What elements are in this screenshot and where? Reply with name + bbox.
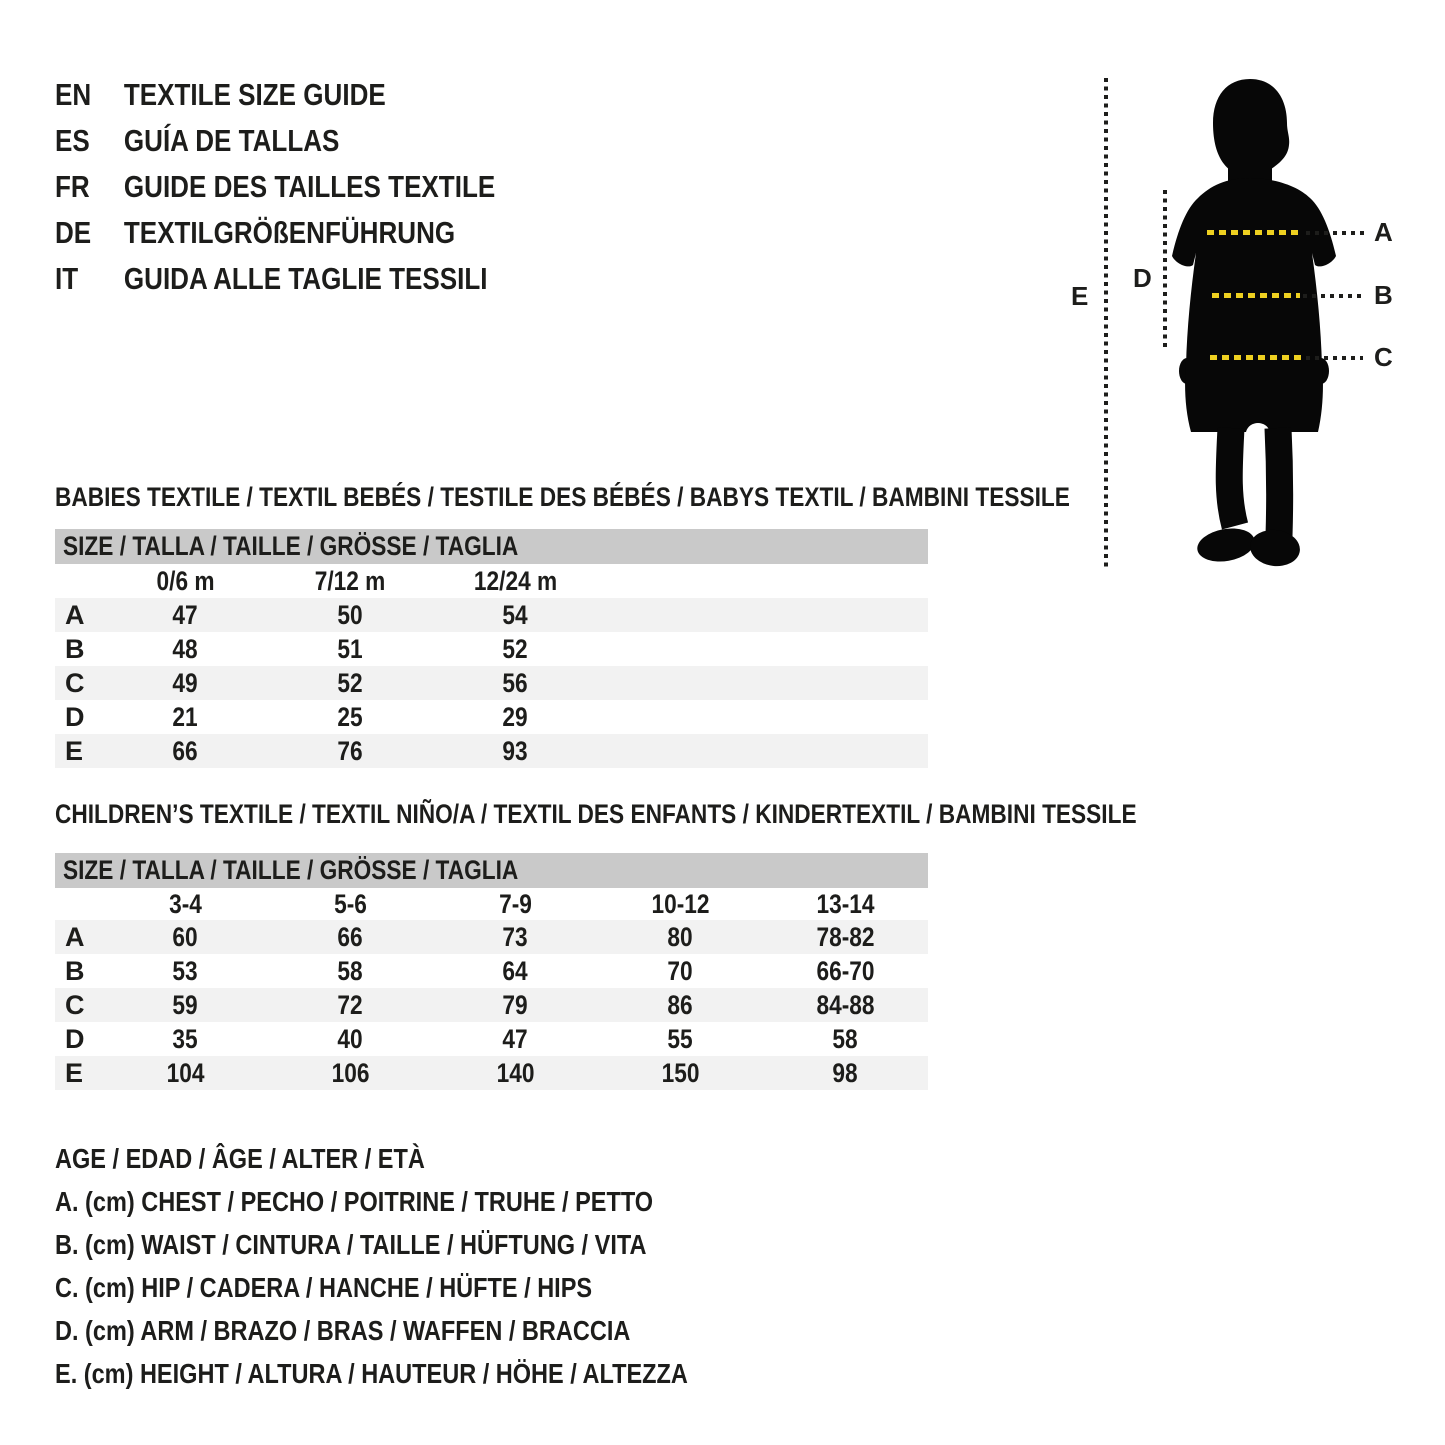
table-row: [55, 598, 928, 632]
row-label: E: [65, 735, 84, 766]
lang-code: ES: [55, 123, 90, 158]
hip-connector-dots: [1306, 356, 1363, 360]
row-label: C: [65, 667, 85, 698]
babies-section-title: BABIES TEXTILE / TEXTIL BEBÉS / TESTILE DES BÉBÉS / BABYS TEXTIL / BAMBINI TESSILE: [55, 482, 1070, 512]
table-row: [55, 1056, 928, 1090]
lang-title: GUIDA ALLE TAGLIE TESSILI: [123, 261, 488, 296]
lang-title: GUÍA DE TALLAS: [123, 123, 340, 158]
children-size-table: [55, 853, 928, 1090]
row-label: A: [65, 921, 85, 952]
waist-measure-label: B: [1374, 280, 1393, 310]
table-row: [55, 632, 928, 666]
cell: 53: [172, 955, 199, 986]
cell: 98: [832, 1057, 859, 1088]
row-label: E: [65, 1057, 84, 1088]
table-row: [55, 920, 928, 954]
cell: 80: [667, 921, 694, 952]
column-header: 5-6: [334, 888, 367, 919]
legend-waist: B. (cm) WAIST / CINTURA / TAILLE / HÜFTUNG / VITA: [55, 1229, 647, 1260]
cell: 66: [172, 735, 199, 766]
arm-measure-dotted-line: [1163, 190, 1167, 350]
lang-title: TEXTILGRÖßENFÜHRUNG: [123, 215, 456, 250]
cell: 21: [172, 701, 199, 732]
legend-age: AGE / EDAD / ÂGE / ALTER / ETÀ: [55, 1143, 425, 1174]
cell: 47: [172, 599, 199, 630]
column-header: 10-12: [651, 888, 710, 919]
legend-chest: A. (cm) CHEST / PECHO / POITRINE / TRUHE / PETTO: [55, 1186, 654, 1217]
lang-code: FR: [55, 169, 90, 204]
cell: 76: [337, 735, 364, 766]
row-label: C: [65, 989, 85, 1020]
legend-arm: D. (cm) ARM / BRAZO / BRAS / WAFFEN / BRACCIA: [55, 1315, 631, 1346]
cell: 106: [331, 1057, 370, 1088]
cell: 35: [172, 1023, 199, 1054]
cell: 58: [337, 955, 364, 986]
cell: 72: [337, 989, 364, 1020]
height-measure-label: E: [1071, 281, 1089, 311]
cell: 56: [502, 667, 529, 698]
cell: 70: [667, 955, 694, 986]
column-header: 13-14: [816, 888, 875, 919]
lang-code: DE: [55, 215, 92, 250]
cell: 58: [832, 1023, 859, 1054]
hip-measure-label: C: [1374, 342, 1393, 372]
children-section-title: CHILDREN’S TEXTILE / TEXTIL NIÑO/A / TEXTIL DES ENFANTS / KINDERTEXTIL / BAMBINI TESSILE: [55, 799, 1137, 829]
cell: 55: [667, 1023, 694, 1054]
cell: 25: [337, 701, 364, 732]
cell: 50: [337, 599, 364, 630]
cell: 73: [502, 921, 529, 952]
waist-connector-dots: [1303, 294, 1363, 298]
table-row: [55, 954, 928, 988]
waist-dash-line: [1212, 293, 1300, 298]
lang-code: IT: [55, 261, 79, 296]
cell: 54: [502, 599, 529, 630]
lang-row-es: [55, 118, 495, 164]
cell: 79: [502, 989, 529, 1020]
column-header: 3-4: [169, 888, 202, 919]
cell: 49: [172, 667, 199, 698]
lang-row-it: [55, 256, 495, 302]
chest-measure-label: A: [1374, 217, 1393, 247]
table-row: [55, 666, 928, 700]
cell: 29: [502, 701, 529, 732]
table-row: [55, 988, 928, 1022]
row-label: A: [65, 599, 85, 630]
lang-title: TEXTILE SIZE GUIDE: [123, 77, 386, 112]
lang-row-fr: [55, 164, 495, 210]
table-row: [55, 734, 928, 768]
legend-hip: C. (cm) HIP / CADERA / HANCHE / HÜFTE / HIPS: [55, 1272, 593, 1303]
measurement-legend: [55, 1137, 808, 1395]
size-header-bar: SIZE / TALLA / TAILLE / GRÖSSE / TAGLIA: [55, 853, 928, 888]
language-title-list: [55, 72, 579, 302]
table-row: [55, 1022, 928, 1056]
size-header-bar: SIZE / TALLA / TAILLE / GRÖSSE / TAGLIA: [55, 529, 928, 564]
cell: 51: [337, 633, 364, 664]
cell: 52: [502, 633, 529, 664]
hip-dash-line: [1210, 355, 1304, 360]
babies-column-header-row: [55, 564, 928, 598]
lang-row-de: [55, 210, 495, 256]
lang-row-en: [55, 72, 495, 118]
column-header: 7-9: [499, 888, 532, 919]
row-label: D: [65, 701, 85, 732]
children-column-header-row: [55, 888, 928, 920]
cell: 84-88: [816, 989, 875, 1020]
cell: 52: [337, 667, 364, 698]
cell: 78-82: [816, 921, 875, 952]
cell: 60: [172, 921, 199, 952]
cell: 66: [337, 921, 364, 952]
column-header: 0/6 m: [156, 565, 215, 596]
cell: 93: [502, 735, 529, 766]
cell: 140: [496, 1057, 535, 1088]
lang-title: GUIDE DES TAILLES TEXTILE: [123, 169, 496, 204]
lang-code: EN: [55, 77, 92, 112]
cell: 47: [502, 1023, 529, 1054]
babies-size-table: [55, 529, 928, 768]
row-label: B: [65, 633, 85, 664]
cell: 64: [502, 955, 529, 986]
cell: 40: [337, 1023, 364, 1054]
cell: 86: [667, 989, 694, 1020]
arm-measure-label: D: [1133, 263, 1152, 293]
column-header: 12/24 m: [473, 565, 558, 596]
legend-height: E. (cm) HEIGHT / ALTURA / HAUTEUR / HÖHE / ALTEZZA: [55, 1358, 688, 1389]
row-label: D: [65, 1023, 85, 1054]
cell: 59: [172, 989, 199, 1020]
cell: 66-70: [816, 955, 875, 986]
cell: 104: [166, 1057, 205, 1088]
row-label: B: [65, 955, 85, 986]
chest-dash-line: [1207, 230, 1303, 235]
cell: 150: [661, 1057, 700, 1088]
cell: 48: [172, 633, 199, 664]
column-header: 7/12 m: [315, 565, 386, 596]
table-row: [55, 700, 928, 734]
chest-connector-dots: [1306, 231, 1364, 235]
